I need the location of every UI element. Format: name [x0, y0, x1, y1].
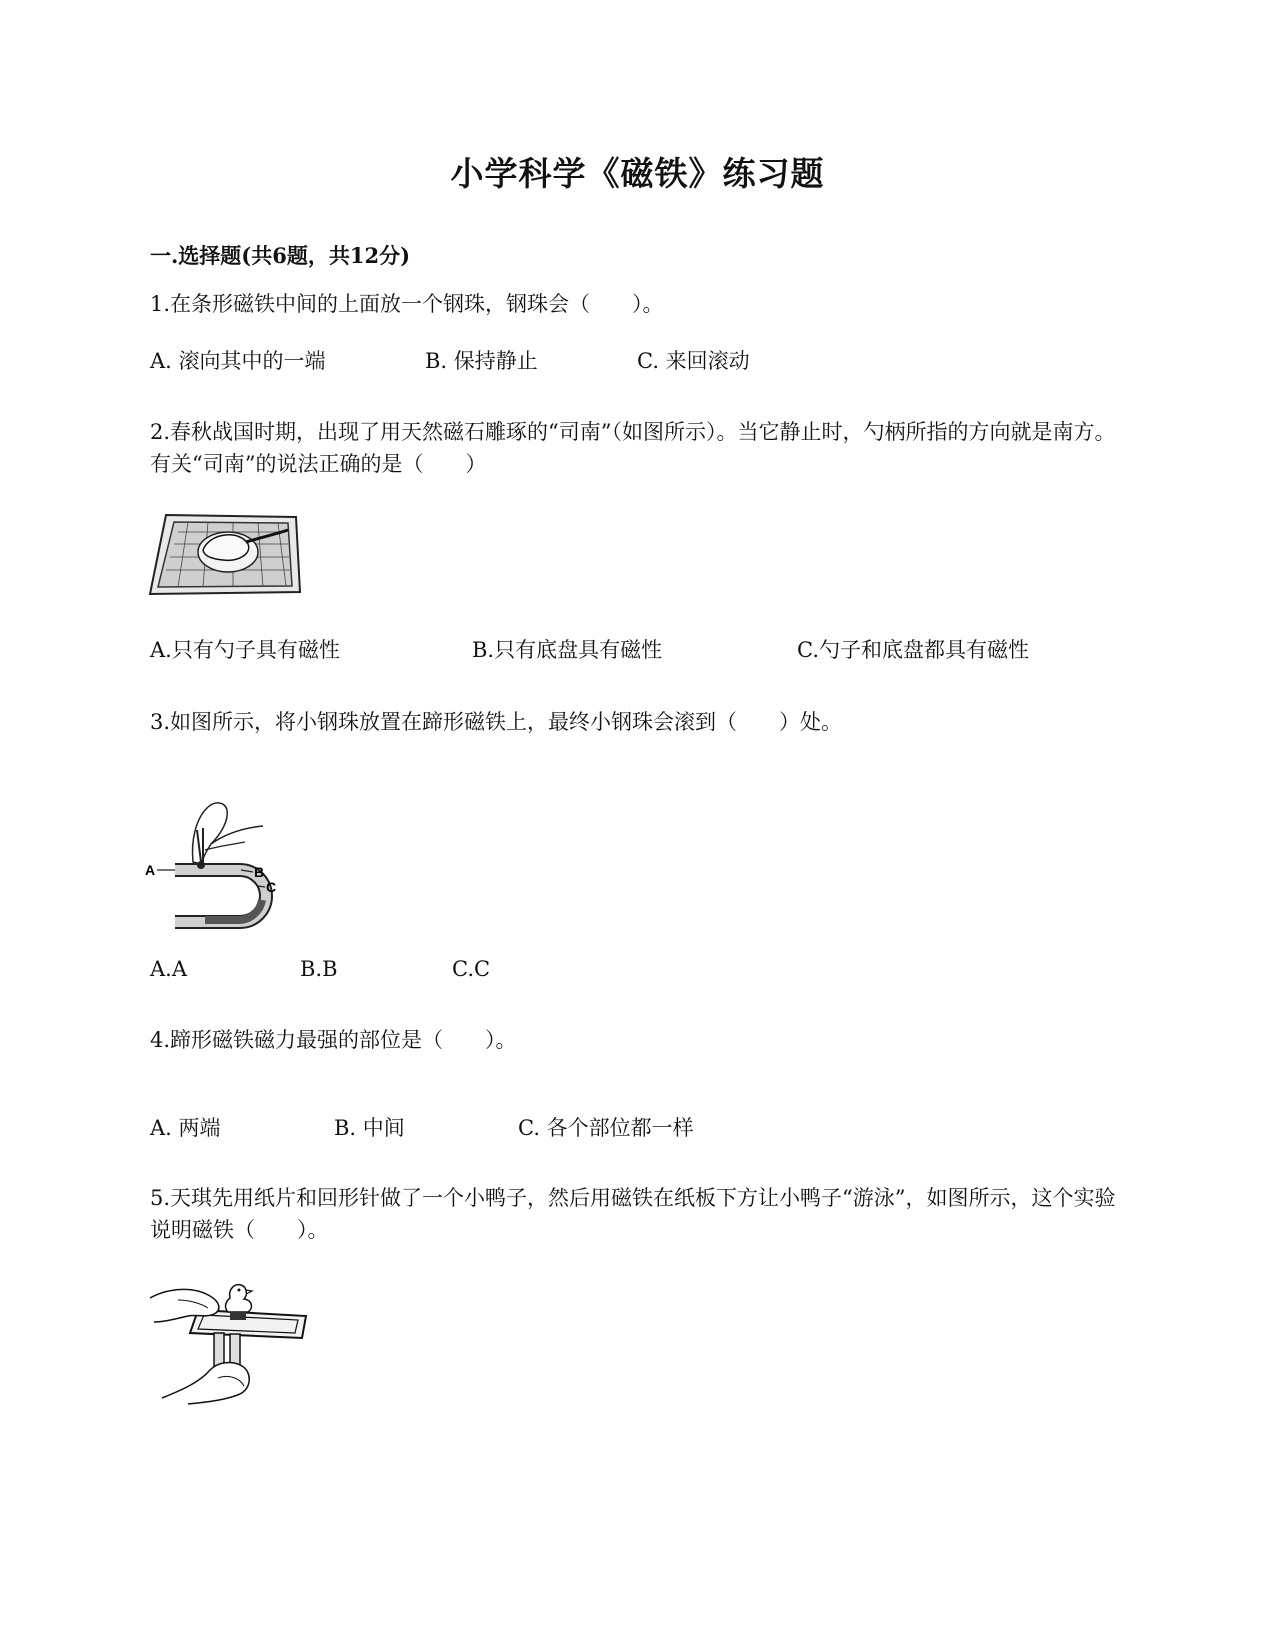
horseshoe-magnet-figure [145, 800, 280, 935]
figure-label-c: C [266, 879, 277, 895]
question-3-option-b: B.B [300, 957, 338, 981]
question-2-option-a: A.只有勺子具有磁性 [150, 638, 340, 662]
question-3-option-a: A.A [150, 957, 188, 981]
question-1-stem: 1.在条形磁铁中间的上面放一个钢珠，钢珠会（ ）。 [150, 292, 664, 316]
question-5-stem: 5.天琪先用纸片和回形针做了一个小鸭子，然后用磁铁在纸板下方让小鸭子“游泳”，如图所示，这个实验说明磁铁（ ）。 [150, 1186, 1116, 1242]
sinan-figure [148, 512, 303, 602]
figure-label-b: B [254, 864, 265, 880]
section-heading: 一.选择题(共6题，共12分) [150, 243, 411, 268]
question-2-stem: 2.春秋战国时期，出现了用天然磁石雕琢的“司南”（如图所示）。当它静止时，勺柄所指的方向就是南方。有关“司南”的说法正确的是（ ） [150, 420, 1116, 476]
question-3-option-c: C.C [452, 957, 491, 981]
question-4-option-b: B. 中间 [334, 1116, 405, 1140]
question-4-option-c: C. 各个部位都一样 [518, 1116, 694, 1140]
question-4-stem: 4.蹄形磁铁磁力最强的部位是（ ）。 [150, 1028, 517, 1052]
question-4-option-a: A. 两端 [150, 1116, 221, 1140]
duck-magnet-figure [148, 1278, 313, 1408]
question-3-stem: 3.如图所示，将小钢珠放置在蹄形磁铁上，最终小钢珠会滚到（ ）处。 [150, 710, 843, 734]
question-1-option-a: A. 滚向其中的一端 [150, 349, 326, 373]
question-1-option-b: B. 保持静止 [425, 349, 538, 373]
question-2-option-b: B.只有底盘具有磁性 [472, 638, 663, 662]
question-2-option-c: C.勺子和底盘都具有磁性 [797, 638, 1029, 662]
page-title: 小学科学《磁铁》练习题 [450, 154, 825, 193]
figure-label-a: A [145, 862, 156, 878]
question-1-option-c: C. 来回滚动 [637, 349, 750, 373]
